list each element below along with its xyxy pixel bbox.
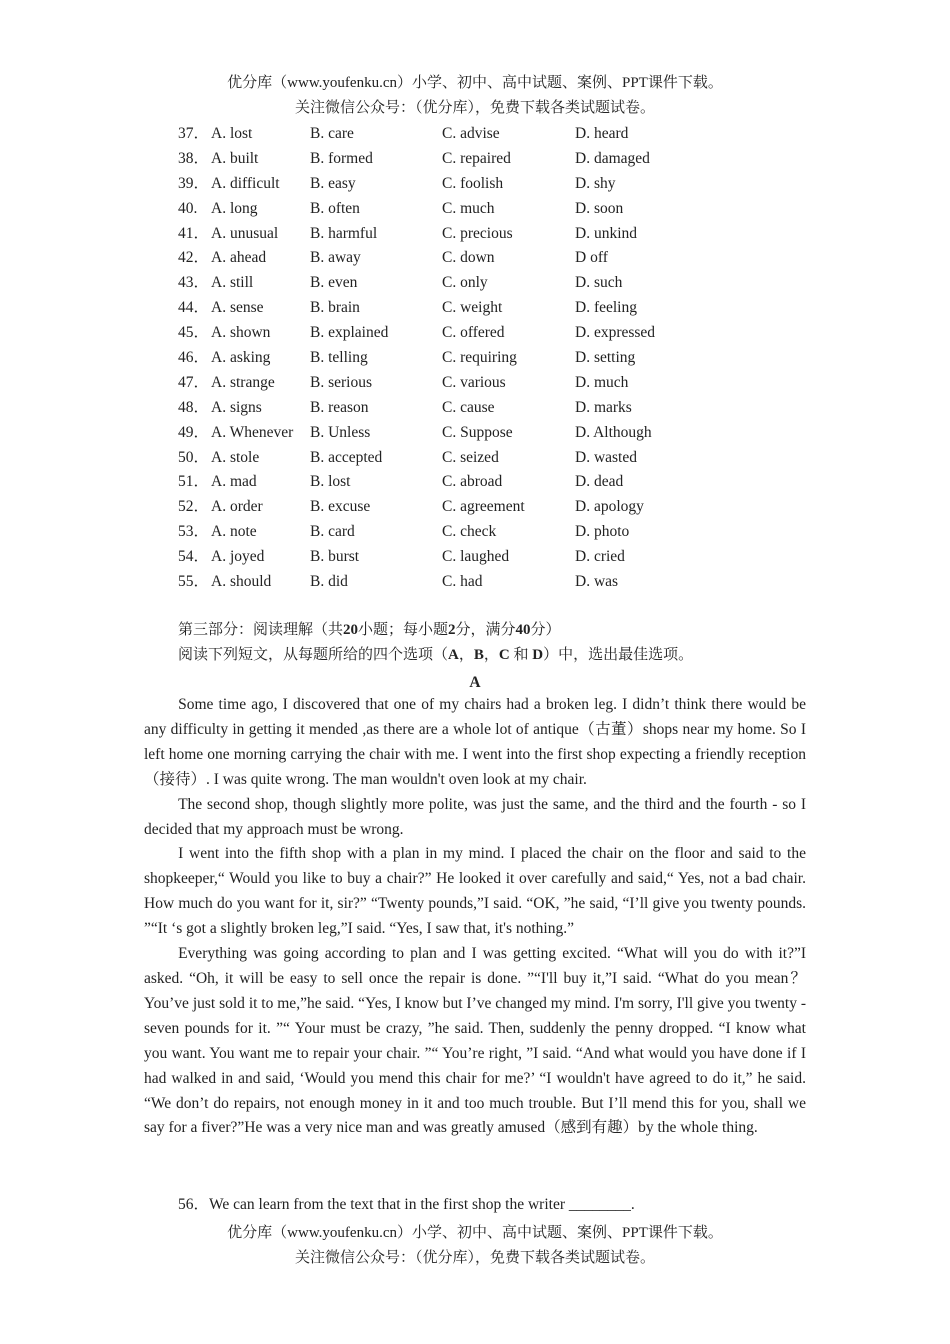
passage-paragraph: The second shop, though slightly more polite, was just the same, and the third and the fourth - so I decided that my approach must be wrong. xyxy=(144,795,806,838)
option-d: D. damaged xyxy=(575,149,650,167)
option-d: D. much xyxy=(575,373,629,391)
option-letter: D xyxy=(532,647,544,663)
option-b: B. telling xyxy=(310,349,368,367)
option-b: B. burst xyxy=(310,548,360,566)
question-number: 55． xyxy=(178,573,210,591)
top-header-line-1: 优分库（www.youfenku.cn）小学、初中、高中试题、案例、PPT课件下载。 xyxy=(227,75,723,91)
option-c: C. only xyxy=(442,274,488,292)
question-number: 54． xyxy=(178,548,210,566)
top-header-line-2: 关注微信公众号：（优分库），免费下载各类试题试卷。 xyxy=(294,100,655,116)
passage-paragraph: Everything was going according to plan and I was getting excited. “What will you do with it?”I asked. “Oh, it will be easy to sell once the repair is done. ”“I'll buy it,”I said. “What do you mean？ You’ve just sold it to me,”he said. “Yes, I know but I’ve changed my mind. I'm sorry, I'll give you twenty -seven pounds for it. ”“ Your must be crazy, ”he said. Then, suddenly the penny dropped. “I know what you want. You want me to repair your chair. ”“ You’re right, ”I said. “And what would you have done if I had walked in and said, ‘Would you mend this chair for me?’ “I wouldn't have agreed to do it,” he said. “We don’t do repairs, not enough money in it and too much trouble. But I’ll mend this for you, shall we say for a fiver?”He was a very nice man and was greatly amused（感到有趣）by the whole thing. xyxy=(144,945,806,1137)
option-d: D. wasted xyxy=(575,448,637,466)
option-c: C. agreement xyxy=(442,498,525,516)
option-a: A. signs xyxy=(211,398,262,416)
option-d: D. was xyxy=(575,573,619,591)
question-number: 51． xyxy=(178,473,210,491)
question-number: 44． xyxy=(178,299,210,317)
question-count: 20 xyxy=(343,622,359,638)
option-b: B. explained xyxy=(310,324,389,342)
option-b: B. formed xyxy=(310,149,373,167)
option-a: A. difficult xyxy=(211,174,280,192)
question-number: 48． xyxy=(178,398,210,416)
option-d: D. dead xyxy=(575,473,624,491)
option-d: D. marks xyxy=(575,398,632,416)
question-number: 49． xyxy=(178,423,210,441)
option-a: A. strange xyxy=(211,373,275,391)
option-c: C. foolish xyxy=(442,174,504,192)
option-c: C. seized xyxy=(442,448,499,466)
option-c: C. weight xyxy=(442,299,503,317)
option-a: A. still xyxy=(211,274,254,292)
question-number: 43． xyxy=(178,274,210,292)
option-b: B. even xyxy=(310,274,358,292)
option-a: A. mad xyxy=(211,473,257,491)
option-b: B. brain xyxy=(310,299,360,317)
option-letter: A xyxy=(448,647,459,663)
option-d: D. shy xyxy=(575,174,616,192)
option-c: C. check xyxy=(442,523,497,541)
option-d: D. heard xyxy=(575,125,629,142)
option-c: C. laughed xyxy=(442,548,510,566)
option-c: C. various xyxy=(442,373,506,391)
option-a: A. stole xyxy=(211,448,260,466)
question-number: 40. xyxy=(178,199,198,217)
total-points: 40 xyxy=(515,622,531,638)
bottom-footer-line-1: 优分库（www.youfenku.cn）小学、初中、高中试题、案例、PPT课件下载。 xyxy=(227,1225,723,1241)
option-c: C. offered xyxy=(442,324,505,342)
option-d: D. apology xyxy=(575,498,644,516)
question-number: 47． xyxy=(178,373,210,391)
option-b: B. harmful xyxy=(310,224,378,242)
option-a: A. unusual xyxy=(211,224,279,242)
section-heading-text: 小题；每小题 xyxy=(358,622,449,638)
separator: ， xyxy=(458,647,474,663)
option-a: A. should xyxy=(211,573,272,591)
question-number: 50． xyxy=(178,448,210,466)
option-a: A. lost xyxy=(211,125,253,142)
option-b: B. lost xyxy=(310,473,351,491)
question-56: 56．We can learn from the text that in the first shop the writer ________. xyxy=(178,1196,635,1213)
option-a: A. built xyxy=(211,149,259,167)
points-per-question: 2 xyxy=(448,622,456,638)
option-d: D off xyxy=(575,249,608,267)
option-c: C. much xyxy=(442,199,495,217)
section-heading-text: 第三部分：阅读理解（共 xyxy=(178,622,344,638)
instruction-text: 阅读下列短文，从每题所给的四个选项（ xyxy=(178,647,449,663)
option-d: D. Although xyxy=(575,423,652,441)
option-d: D. cried xyxy=(575,548,625,566)
option-a: A. joyed xyxy=(211,548,265,566)
option-d: D. soon xyxy=(575,199,624,217)
option-letter: B xyxy=(473,647,484,663)
passage-title: A xyxy=(469,674,481,691)
option-c: C. repaired xyxy=(442,149,511,167)
option-c: C. down xyxy=(442,249,495,267)
option-c: C. abroad xyxy=(442,473,503,491)
option-b: B. easy xyxy=(310,174,356,192)
passage-paragraph: Some time ago, I discovered that one of my chairs had a broken leg. I didn’t think there would be any difficulty in getting it mended ,as there are a whole lot of antique（古董）shops near my home. So I left home one morning carrying the chair with me. I went into the first shop expecting a friendly reception（接待）. I was quite wrong. The man wouldn't oven look at my chair. xyxy=(144,696,806,788)
question-number: 39． xyxy=(178,174,210,192)
section-three-instructions xyxy=(178,643,693,668)
question-number: 53． xyxy=(178,523,210,541)
option-c: C. Suppose xyxy=(442,423,513,441)
option-a: A. order xyxy=(211,498,263,516)
section-heading-text: 分，满分 xyxy=(455,622,516,638)
option-b: B. often xyxy=(310,199,360,217)
bottom-footer-line-2: 关注微信公众号：（优分库），免费下载各类试题试卷。 xyxy=(294,1250,655,1266)
option-a: A. sense xyxy=(211,299,264,317)
option-b: B. care xyxy=(310,125,354,142)
option-b: B. serious xyxy=(310,373,372,391)
option-b: B. reason xyxy=(310,398,369,416)
option-a: A. ahead xyxy=(211,249,267,267)
section-heading-text: 分） xyxy=(530,622,561,638)
option-d: D. expressed xyxy=(575,324,656,342)
option-d: D. unkind xyxy=(575,224,637,242)
section-three-heading xyxy=(178,618,561,643)
option-c: C. advise xyxy=(442,125,500,142)
question-number: 52． xyxy=(178,498,210,516)
option-a: A. shown xyxy=(211,324,271,342)
option-letter: C xyxy=(498,647,510,663)
option-c: C. requiring xyxy=(442,349,517,367)
passage-paragraph: I went into the fifth shop with a plan in my mind. I placed the chair on the floor and said to the shopkeeper,“ Would you like to buy a chair?” He looked it over carefully and said,“ Yes, not a bad chair. How much do you want for it, sir?” “Twenty pounds,”I said. “OK, ”he said, “I’ll give you twenty pounds. ”“It ‘s got a slightly broken leg,”I said. “Yes, I saw that, it's nothing.” xyxy=(144,845,806,938)
option-b: B. Unless xyxy=(310,423,371,441)
question-number: 37． xyxy=(178,125,210,142)
option-c: C. had xyxy=(442,573,483,591)
option-c: C. precious xyxy=(442,224,513,242)
question-number: 41． xyxy=(178,224,210,242)
separator: ， xyxy=(483,647,499,663)
option-b: B. card xyxy=(310,523,355,541)
option-a: A. long xyxy=(211,199,258,217)
option-b: B. accepted xyxy=(310,448,383,466)
option-d: D. setting xyxy=(575,349,636,367)
question-number: 45． xyxy=(178,324,210,342)
reading-passage xyxy=(144,693,806,1141)
option-b: B. did xyxy=(310,573,348,591)
question-number: 38． xyxy=(178,149,210,167)
option-d: D. feeling xyxy=(575,299,637,317)
option-b: B. away xyxy=(310,249,361,267)
option-d: D. such xyxy=(575,274,623,292)
option-b: B. excuse xyxy=(310,498,371,516)
question-number: 42． xyxy=(178,249,210,267)
option-c: C. cause xyxy=(442,398,495,416)
option-a: A. note xyxy=(211,523,257,541)
option-a: A. asking xyxy=(211,349,271,367)
instruction-text: ）中，选出最佳选项。 xyxy=(543,647,694,663)
separator: 和 xyxy=(509,647,533,663)
option-a: A. Whenever xyxy=(211,423,294,441)
option-d: D. photo xyxy=(575,523,630,541)
question-number: 46． xyxy=(178,349,210,367)
